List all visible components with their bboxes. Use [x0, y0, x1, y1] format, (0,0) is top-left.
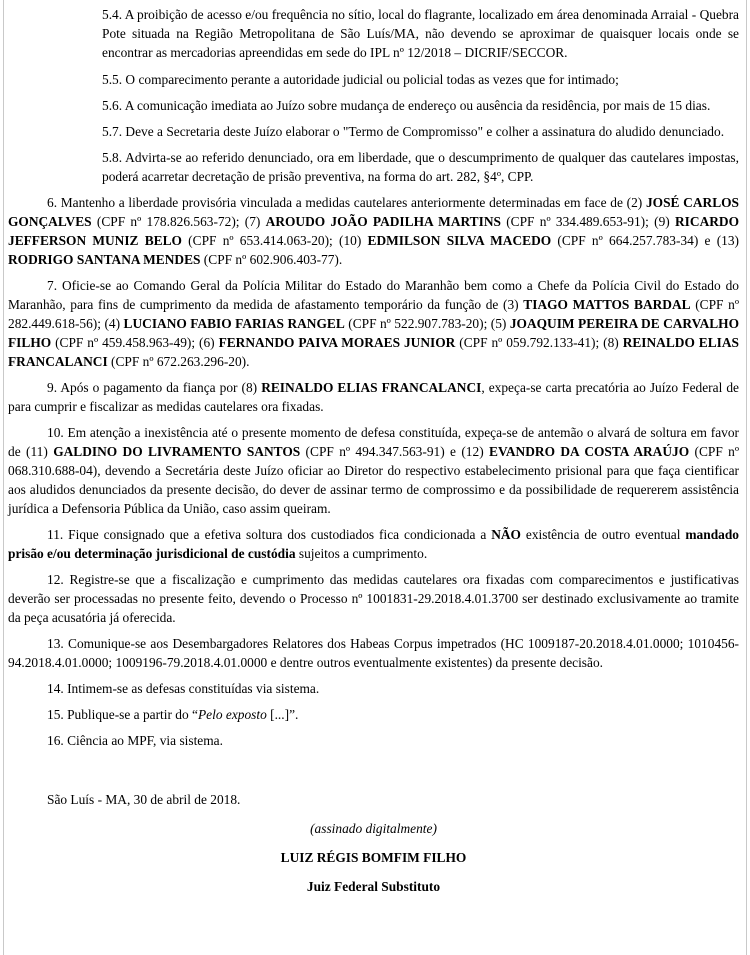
paragraph-7: 7. Oficie-se ao Comando Geral da Polícia Militar do Estado do Maranhão bem como a Chefe da Polícia Civil do Estado do Maranhão, para fins de cumprimento da medida de afastamento temporário da função de (3) TIAGO MATTOS BARDAL (CPF nº 282.449.618-56); (4) LUCIANO FABIO FARIAS RANGEL (CPF nº 522.907.783-20); (5) JOAQUIM PEREIRA DE CARVALHO FILHO (CPF nº 459.458.963-49); (6) FERNANDO PAIVA MORAES JUNIOR (CPF nº 059.792.133-41); (8) REINALDO ELIAS FRANCALANCI (CPF nº 672.263.296-20). — [8, 278, 740, 369]
paragraph-9: 9. Após o pagamento da fiança por (8) REINALDO ELIAS FRANCALANCI, expeça-se carta precatória ao Juízo Federal de para cumprir e fiscalizar as medidas cautelares ora fixadas. — [8, 380, 739, 414]
page-left-edge — [3, 0, 4, 955]
page-right-edge — [746, 0, 747, 955]
paragraph-13: 13. Comunique-se aos Desembargadores Relatores dos Habeas Corpus impetrados (HC 1009187-20.2018.4.01.0000; 1010456-94.2018.4.01.0000; 1009196-79.2018.4.01.0000 e dentre outros eventualmente existentes) da presente decisão. — [8, 636, 739, 670]
clause-5-7: 5.7. Deve a Secretaria deste Juízo elaborar o "Termo de Compromisso" e colher a assinatura do aludido denunciado. — [102, 124, 725, 139]
clause-5-6: 5.6. A comunicação imediata ao Juízo sobre mudança de endereço ou ausência da residência, por mais de 15 dias. — [102, 98, 711, 113]
clause-5-4: 5.4. A proibição de acesso e/ou frequência no sítio, local do flagrante, localizado em área denominada Arraial - Quebra Pote situada na Região Metropolitana de São Luís/MA, não devendo se aproximar de quaisquer locais onde se encontrar as mercadorias apreendidas em sede do IPL nº 12/2018 – DICRIF/SECCOR. — [102, 7, 739, 60]
date-line: São Luís - MA, 30 de abril de 2018. — [47, 792, 241, 807]
paragraph-6: 6. Mantenho a liberdade provisória vinculada a medidas cautelares anteriormente determinadas em face de (2) JOSÉ CARLOS GONÇALVES (CPF nº 178.826.563-72); (7) AROUDO JOÃO PADILHA MARTINS (CPF nº 334.489.653-91); (9) RICARDO JEFFERSON MUNIZ BELO (CPF nº 653.414.063-20); (10) EDMILSON SILVA MACEDO (CPF nº 664.257.783-34) e (13) RODRIGO SANTANA MENDES (CPF nº 602.906.403-77). — [8, 195, 739, 267]
paragraph-10: 10. Em atenção a inexistência até o presente momento de defesa constituída, expeça-se de antemão o alvará de soltura em favor de (11) GALDINO DO LIVRAMENTO SANTOS (CPF nº 494.347.563-91) e (12) EVANDRO DA COSTA ARAÚJO (CPF nº 068.310.688-04), devendo a Secretária deste Juízo oficiar ao Diretor do respectivo estabelecimento prisional para que faça cientificar aos aludidos denunciados da presente decisão, do dever de assinar termo de comprossimo e da possibilidade de requererem assistência jurídica a Defensoria Pública da União, caso assim queiram. — [8, 425, 739, 516]
digitally-signed-note: (assinado digitalmente) — [310, 821, 437, 836]
paragraph-11: 11. Fique consignado que a efetiva soltura dos custodiados fica condicionada a NÃO existência de outro eventual mandado prisão e/ou determinação jurisdicional de custódia sujeitos a cumprimento. — [8, 527, 739, 561]
paragraph-14: 14. Intimem-se as defesas constituídas via sistema. — [47, 681, 320, 696]
clause-5-5: 5.5. O comparecimento perante a autoridade judicial ou policial todas as vezes que for intimado; — [102, 72, 619, 87]
paragraph-15: 15. Publique-se a partir do “Pelo exposto [...]”. — [47, 707, 299, 722]
paragraph-12: 12. Registre-se que a fiscalização e cumprimento das medidas cautelares ora fixadas com comparecimentos e justificativas deverão ser processadas no presente feito, devendo o Processo nº 1001831-29.2018.4.01.3700 ser destinado exclusivamente ao tramite da peça acusatória já oferecida. — [8, 572, 739, 625]
clause-5-8: 5.8. Advirta-se ao referido denunciado, ora em liberdade, que o descumprimento de qualquer das cautelares impostas, poderá acarretar decretação de prisão preventiva, na forma do art. 282, §4º, CPP. — [102, 150, 739, 184]
judge-name: LUIZ RÉGIS BOMFIM FILHO — [280, 850, 467, 865]
judge-title: Juiz Federal Substituto — [306, 879, 441, 894]
paragraph-16: 16. Ciência ao MPF, via sistema. — [47, 733, 223, 748]
